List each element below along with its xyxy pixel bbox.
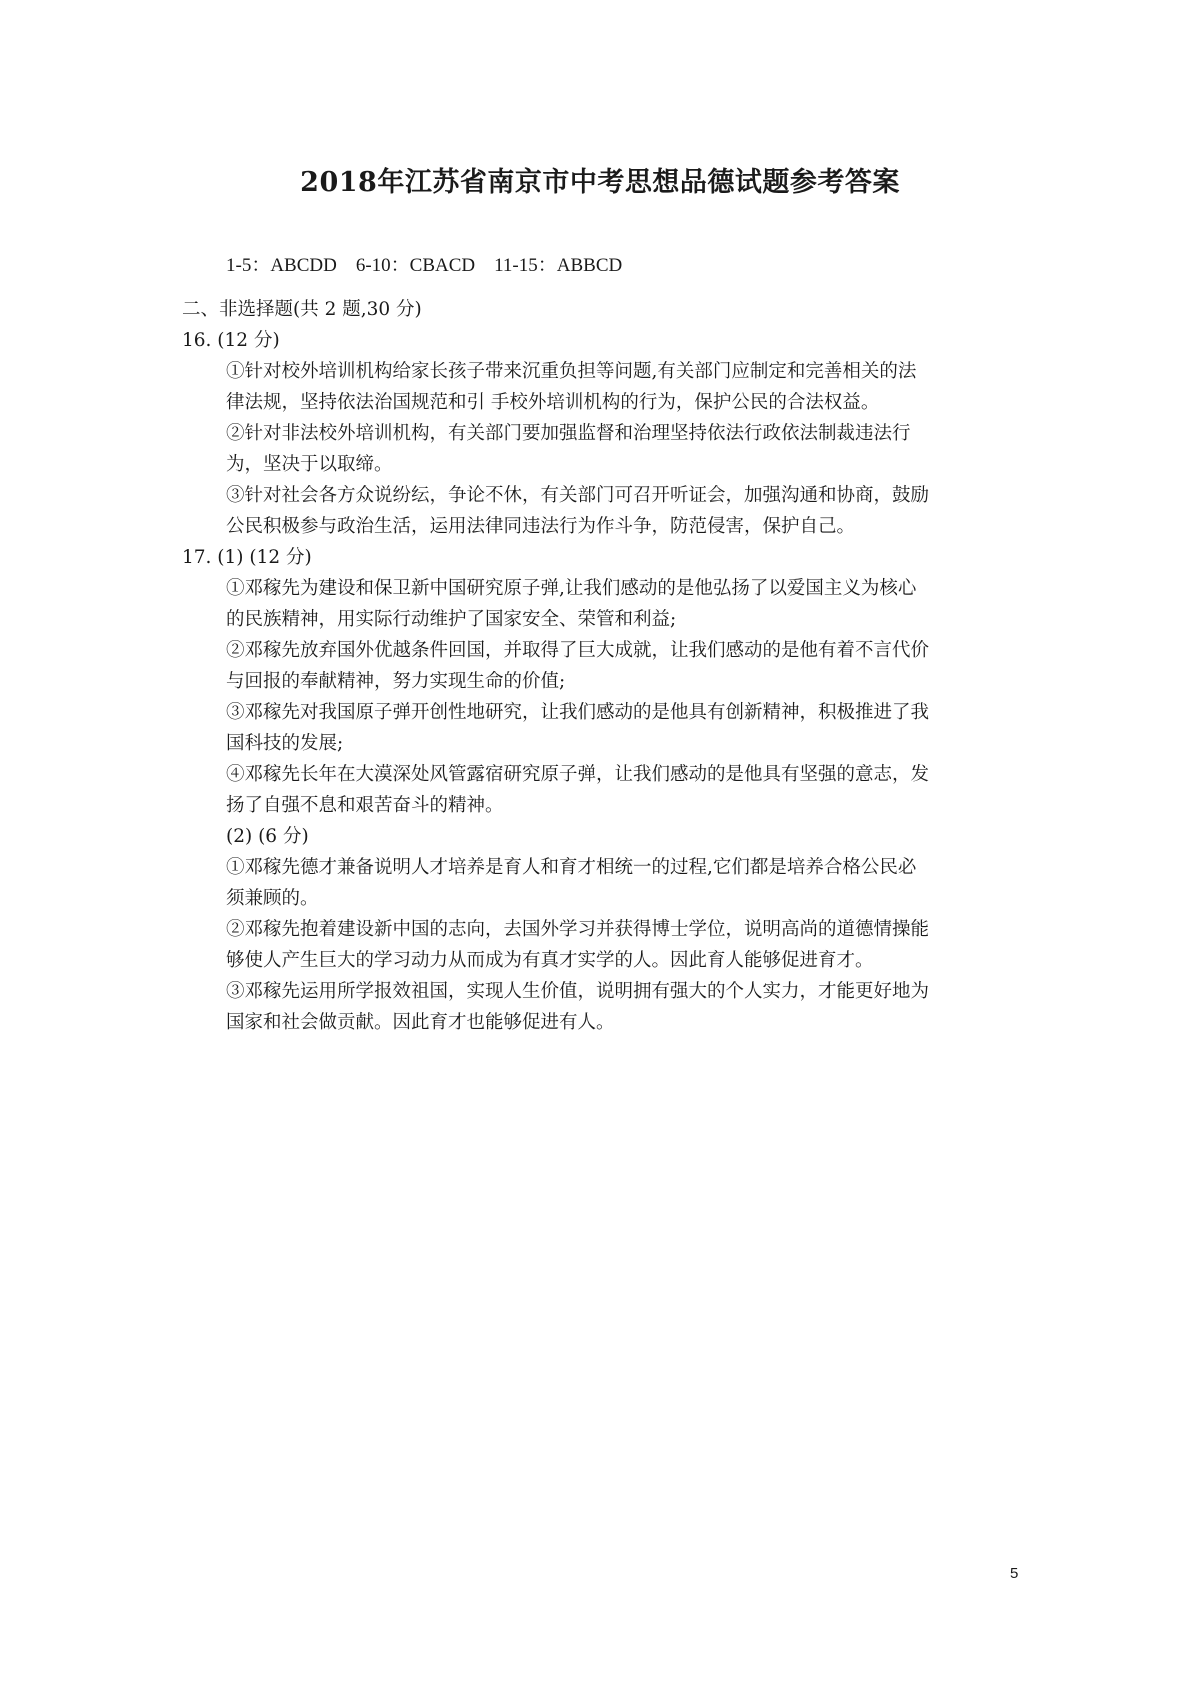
page-title: 2018年江苏省南京市中考思想品德试题参考答案 xyxy=(300,167,900,198)
q17-part2-line: ①邓稼先德才兼备说明人才培养是育人和育才相统一的过程,它们都是培养合格公民必 xyxy=(226,857,917,878)
q17-part1-line: 的民族精神，用实际行动维护了国家安全、荣管和利益; xyxy=(226,609,677,630)
q17-part2-line: ②邓稼先抱着建设新中国的志向，去国外学习并获得博士学位，说明高尚的道德情操能 xyxy=(226,919,930,940)
q17-part2-header: (2) (6 分) xyxy=(226,826,309,847)
section-heading: 二、非选择题(共 2 题,30 分) xyxy=(182,299,422,320)
q17-part1-line: 扬了自强不息和艰苦奋斗的精神。 xyxy=(226,795,504,816)
choice-answers: 1-5：ABCDD 6-10：CBACD 11-15：ABBCD xyxy=(226,255,623,276)
q16-line: 律法规，坚持依法治国规范和引 手校外培训机构的行为，保护公民的合法权益。 xyxy=(226,392,880,413)
q16-header: 16. (12 分) xyxy=(182,330,280,351)
q16-line: ③针对社会各方众说纷纭，争论不休，有关部门可召开听证会，加强沟通和协商，鼓励 xyxy=(226,485,930,506)
q16-line: 公民积极参与政治生活，运用法律同违法行为作斗争，防范侵害，保护自己。 xyxy=(226,516,856,537)
q17-part1-line: ③邓稼先对我国原子弹开创性地研究，让我们感动的是他具有创新精神，积极推进了我 xyxy=(226,702,930,723)
answer-body xyxy=(182,294,1032,1038)
q16-line: ①针对校外培训机构给家长孩子带来沉重负担等问题,有关部门应制定和完善相关的法 xyxy=(226,361,917,382)
q17-part2-line: 国家和社会做贡献。因此育才也能够促进有人。 xyxy=(226,1012,615,1033)
q17-part1-line: ④邓稼先长年在大漠深处风管露宿研究原子弹，让我们感动的是他具有坚强的意志，发 xyxy=(226,764,930,785)
q16-line: 为，坚决于以取缔。 xyxy=(226,454,393,475)
q17-part1-line: 与回报的奉献精神，努力实现生命的价值; xyxy=(226,671,566,692)
page-number: 5 xyxy=(1010,1565,1019,1582)
q17-part1-line: 国科技的发展; xyxy=(226,733,344,754)
q16-line: ②针对非法校外培训机构，有关部门要加强监督和治理坚持依法行政依法制裁违法行 xyxy=(226,423,911,444)
q17-part1-line: ①邓稼先为建设和保卫新中国研究原子弹,让我们感动的是他弘扬了以爱国主义为核心 xyxy=(226,578,917,599)
q17-part2-line: 够使人产生巨大的学习动力从而成为有真才实学的人。因此育人能够促进育才。 xyxy=(226,950,874,971)
q17-header: 17. (1) (12 分) xyxy=(182,547,312,568)
q17-part2-line: 须兼顾的。 xyxy=(226,888,319,909)
q17-part1-line: ②邓稼先放弃国外优越条件回国，并取得了巨大成就，让我们感动的是他有着不言代价 xyxy=(226,640,930,661)
q17-part2-line: ③邓稼先运用所学报效祖国，实现人生价值，说明拥有强大的个人实力，才能更好地为 xyxy=(226,981,930,1002)
